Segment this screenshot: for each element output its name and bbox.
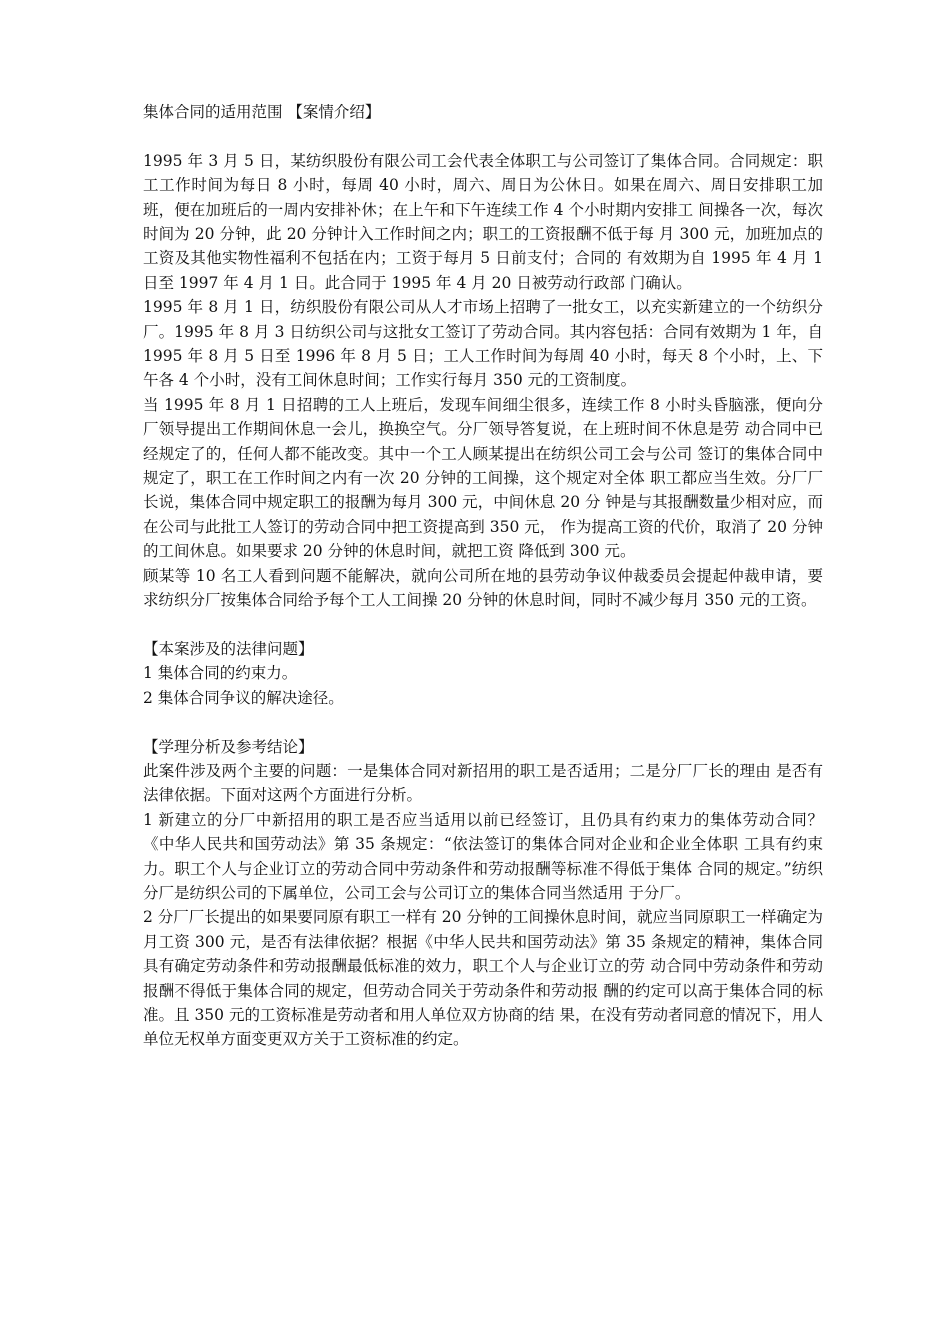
issue-item-1: 1 集体合同的约束力。: [143, 664, 298, 683]
issue-item-2: 2 集体合同争议的解决途径。: [143, 688, 344, 707]
analysis-paragraph-1: 此案件涉及两个主要的问题：一是集体合同对新招用的职工是否适用；二是分厂厂长的理由 是否有法律依据。下面对这两个方面进行分析。: [143, 761, 823, 805]
case-paragraph-4: 顾某等 10 名工人看到问题不能解决，就向公司所在地的县劳动争议仲裁委员会提起仲裁申请，要求纺织分厂按集体合同给予每个工人工间操 20 分钟的休息时间，同时不减少每月 350 元的工资。: [143, 566, 823, 610]
spacer: [143, 710, 823, 734]
document-title: 集体合同的适用范围 【案情介绍】: [143, 103, 381, 121]
case-paragraph-1: 1995 年 3 月 5 日，某纺织股份有限公司工会代表全体职工与公司签订了集体合同。合同规定：职工工作时间为每日 8 小时，每周 40 小时，周六、周日为公休日。如果在周六、周日安排职工加班，便在加班后的一周内安排补休；在上午和下午连续工作 4 个小时期内安排工 间操各一次，每次时间为 20 分钟，此 20 分钟计入工作时间之内；职工的工资报酬不低于每 月 300 元，加班加点的工资及其他实物性福利不包括在内；工资于每月 5 日前支付；合同的 有效期为自 1995 年 4 月 1 日至 1997 年 4 月 1 日。此合同于 1995 年 4 月 20 日被劳动行政部 门确认。: [143, 151, 823, 292]
case-paragraph-3: 当 1995 年 8 月 1 日招聘的工人上班后，发现车间细尘很多，连续工作 8 小时头昏脑涨，便向分厂领导提出工作期间休息一会儿，换换空气。分厂领导答复说，在上班时间不休息是劳 动合同中已经规定了的，任何人都不能改变。其中一个工人顾某提出在纺织公司工会与公司 签订的集体合同中规定了，职工在工作时间之内有一次 20 分钟的工间操，这个规定对全体 职工都应当生效。分厂厂长说，集体合同中规定职工的报酬为每月 300 元，中间休息 20 分 钟是与其报酬数量少相对应，而在公司与此批工人签订的劳动合同中把工资提高到 350 元， 作为提高工资的代价，取消了 20 分钟的工间休息。如果要求 20 分钟的休息时间，就把工资 降低到 300 元。: [143, 395, 823, 561]
case-paragraph-2: 1995 年 8 月 1 日，纺织股份有限公司从人才市场上招聘了一批女工，以充实新建立的一个纺织分厂。1995 年 8 月 3 日纺织公司与这批女工签订了劳动合同。其内容包括：合同有效期为 1 年，自 1995 年 8 月 5 日至 1996 年 8 月 5 日；工人工作时间为每周 40 小时，每天 8 个小时，上、下午各 4 个小时，没有工间休息时间；工作实行每月 350 元的工资制度。: [143, 298, 823, 390]
analysis-paragraph-2: 1 新建立的分厂中新招用的职工是否应当适用以前已经签订，且仍具有约束力的集体劳动合同？《中华人民共和国劳动法》第 35 条规定：“依法签订的集体合同对企业和企业全体职 工具有约束力。职工个人与企业订立的劳动合同中劳动条件和劳动报酬等标准不得低于集体 合同的规定。”纺织分厂是纺织公司的下属单位，公司工会与公司订立的集体合同当然适用 于分厂。: [143, 810, 823, 902]
analysis-paragraph-3: 2 分厂厂长提出的如果要同原有职工一样有 20 分钟的工间操休息时间，就应当同原职工一样确定为月工资 300 元，是否有法律依据？根据《中华人民共和国劳动法》第 35 条规定的精神，集体合同具有确定劳动条件和劳动报酬最低标准的效力，职工个人与企业订立的劳 动合同中劳动条件和劳动报酬不得低于集体合同的规定，但劳动合同关于劳动条件和劳动报 酬的约定可以高于集体合同的标准。且 350 元的工资标准是劳动者和用人单位双方协商的结 果，在没有劳动者同意的情况下，用人单位无权单方面变更双方关于工资标准的约定。: [143, 908, 823, 1049]
issues-heading: 【本案涉及的法律问题】: [143, 639, 314, 658]
spacer: [143, 613, 823, 637]
document-page: [143, 100, 823, 1052]
analysis-heading: 【学理分析及参考结论】: [143, 737, 314, 756]
spacer: [143, 124, 823, 148]
